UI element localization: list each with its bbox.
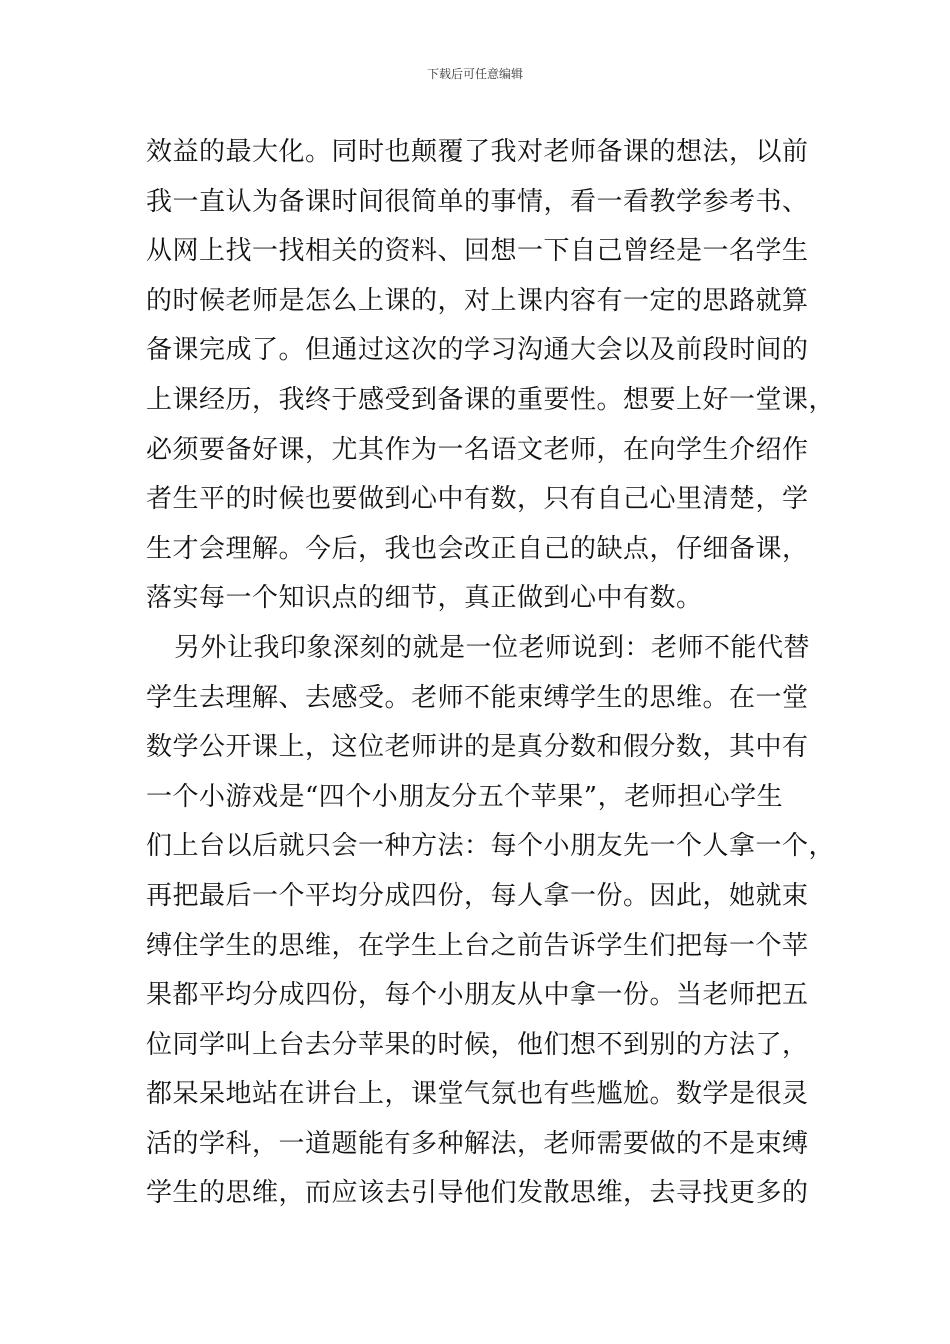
document-body	[146, 128, 836, 1219]
text-line: 数学公开课上，这位老师讲的是真分数和假分数，其中有	[146, 732, 809, 763]
text-line: 效益的最大化。同时也颠覆了我对老师备课的想法，以前	[146, 137, 809, 167]
text-line: 缚住学生的思维，在学生上台之前告诉学生们把每一个苹	[146, 930, 809, 961]
text-line: 者生平的时候也要做到心中有数，只有自己心里清楚，学	[146, 484, 809, 515]
text-line: 必须要备好课，尤其作为一名语文老师，在向学生介绍作	[146, 434, 809, 465]
text-line: 一个小游戏是“四个小朋友分五个苹果”，老师担心学生	[146, 781, 784, 812]
text-line: 都呆呆地站在讲台上，课堂气氛也有些尴尬。数学是很灵	[146, 1079, 809, 1110]
text-line: 上课经历，我终于感受到备课的重要性。想要上好一堂课，	[146, 384, 836, 415]
text-line: 我一直认为备课时间很简单的事情，看一看教学参考书、	[146, 186, 809, 217]
text-line: 备课完成了。但通过这次的学习沟通大会以及前段时间的	[146, 335, 809, 366]
page-header-note: 下载后可任意编辑	[426, 67, 523, 81]
text-line: 果都平均分成四份，每个小朋友从中拿一份。当老师把五	[146, 980, 809, 1011]
text-line: 活的学科，一道题能有多种解法，老师需要做的不是束缚	[146, 1128, 809, 1159]
text-line: 生才会理解。今后，我也会改正自己的缺点，仔细备课，	[146, 533, 809, 564]
text-line: 落实每一个知识点的细节，真正做到心中有数。	[146, 583, 703, 614]
text-line: 学生去理解、去感受。老师不能束缚学生的思维。在一堂	[146, 682, 809, 713]
text-line: 从网上找一找相关的资料、回想一下自己曾经是一名学生	[146, 236, 809, 267]
text-line: 再把最后一个平均分成四份，每人拿一份。因此，她就束	[146, 880, 809, 911]
text-line: 位同学叫上台去分苹果的时候，他们想不到别的方法了，	[146, 1029, 809, 1060]
paragraph-first-line: 另外让我印象深刻的就是一位老师说到：老师不能代替	[174, 632, 811, 663]
text-line: 学生的思维，而应该去引导他们发散思维，去寻找更多的	[146, 1178, 809, 1209]
text-line: 们上台以后就只会一种方法：每个小朋友先一个人拿一个，	[146, 831, 836, 862]
text-line: 的时候老师是怎么上课的，对上课内容有一定的思路就算	[146, 285, 809, 316]
